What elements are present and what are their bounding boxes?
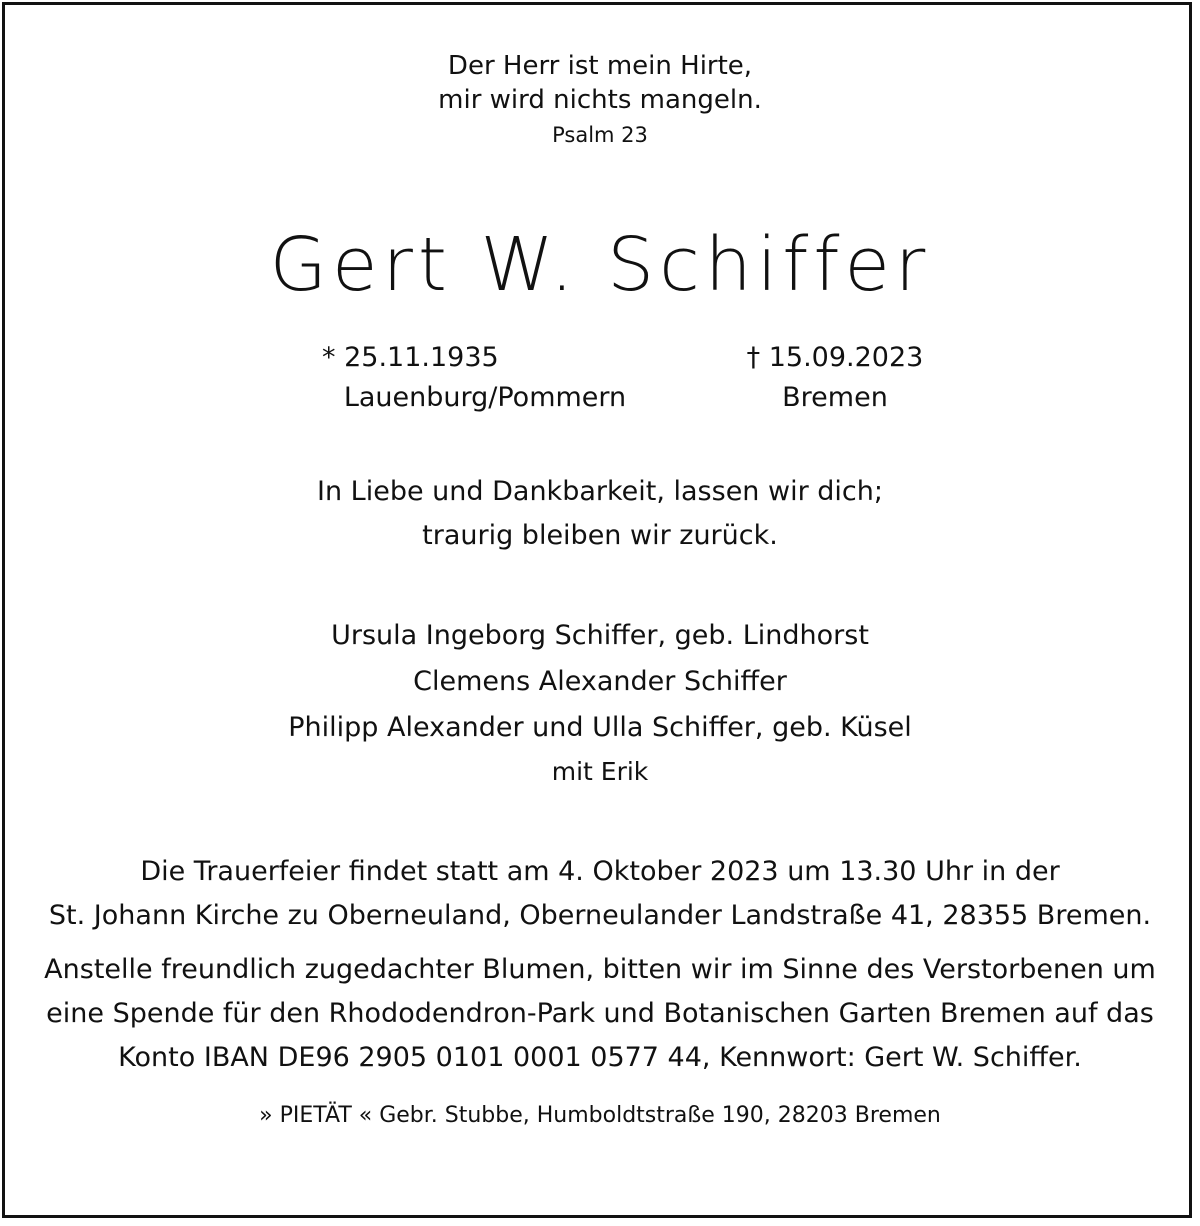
mourner-2: Clemens Alexander Schiffer <box>413 666 787 697</box>
donation-line-1: Anstelle freundlich zugedachter Blumen, bitten wir im Sinne des Verstorbenen um <box>44 954 1156 985</box>
birth-place: Lauenburg/Pommern <box>343 382 627 413</box>
death-place: Bremen <box>782 382 888 413</box>
funeral-home: » PIETÄT « Gebr. Stubbe, Humboldtstraße 190, 28203 Bremen <box>259 1103 941 1128</box>
ceremony-line-2: St. Johann Kirche zu Oberneuland, Oberneulander Landstraße 41, 28355 Bremen. <box>48 900 1152 931</box>
donation-line-2: eine Spende für den Rhododendron-Park und Botanischen Garten Bremen auf das <box>46 998 1154 1029</box>
farewell-line-2: traurig bleiben wir zurück. <box>422 520 778 551</box>
birth-info <box>320 338 650 418</box>
mourner-1: Ursula Ingeborg Schiffer, geb. Lindhorst <box>331 620 869 651</box>
psalm-line-1: Der Herr ist mein Hirte, <box>447 51 753 81</box>
life-dates <box>0 338 1200 418</box>
deceased-name: Gert W. Schiffer <box>269 222 931 308</box>
farewell-line-1: In Liebe und Dankbarkeit, lassen wir dich; <box>317 476 883 507</box>
ceremony-line-1: Die Trauerfeier findet statt am 4. Oktober 2023 um 13.30 Uhr in der <box>140 856 1060 887</box>
psalm-line-2: mir wird nichts mangeln. <box>438 85 762 115</box>
mourner-3: Philipp Alexander und Ulla Schiffer, geb. Küsel <box>288 712 912 743</box>
mourner-4: mit Erik <box>551 757 649 786</box>
death-date: † 15.09.2023 <box>746 342 924 373</box>
donation-line-3: Konto IBAN DE96 2905 0101 0001 0577 44, Kennwort: Gert W. Schiffer. <box>118 1042 1082 1073</box>
notice-border <box>2 2 1192 1218</box>
birth-date: * 25.11.1935 <box>322 342 499 373</box>
psalm-reference: Psalm 23 <box>552 123 648 147</box>
death-info <box>700 338 970 418</box>
